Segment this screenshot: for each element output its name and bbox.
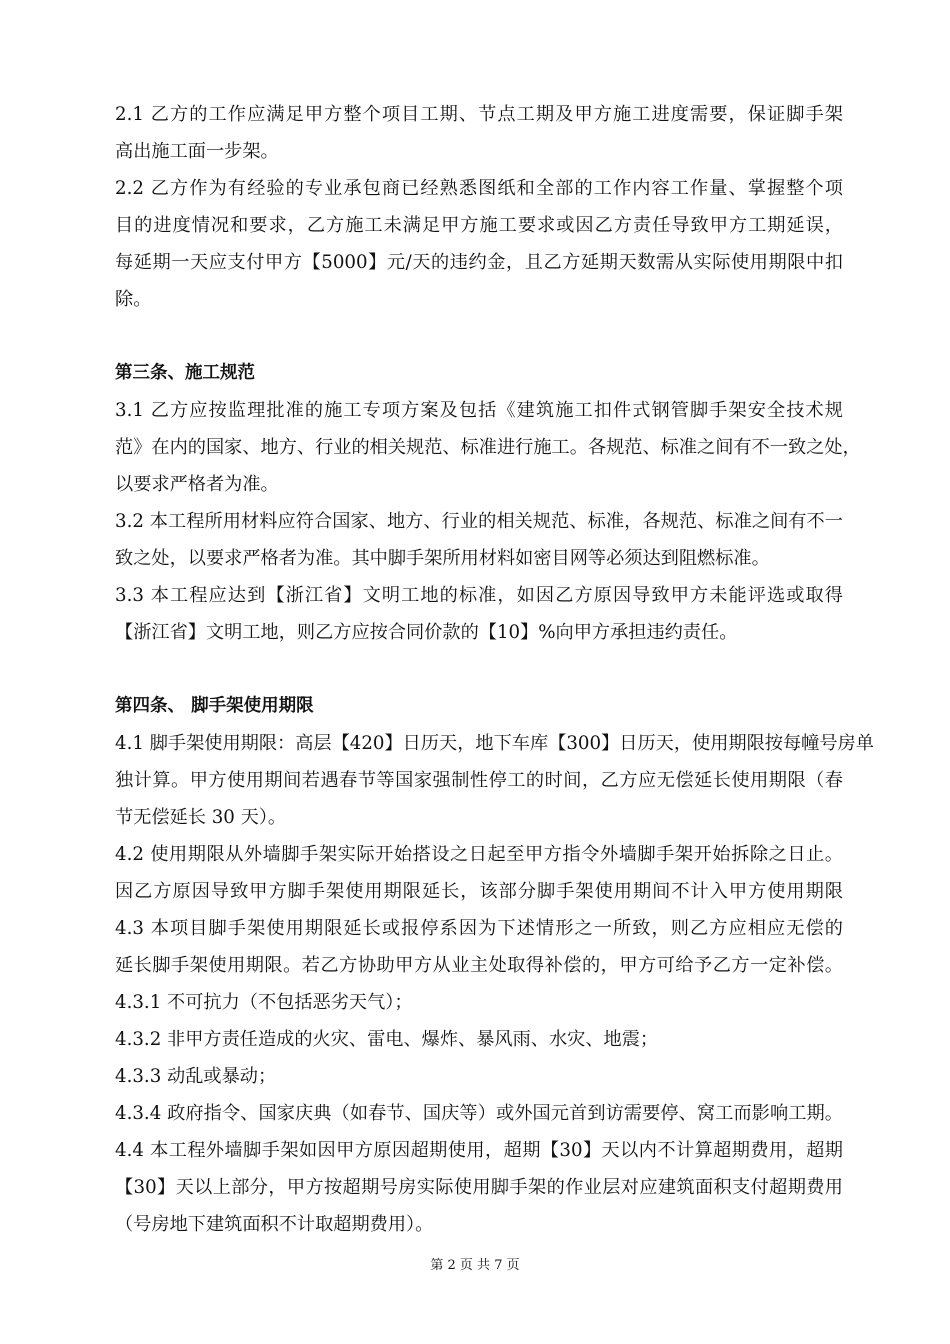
text-line: 每延期一天应支付甲方【5000】元/天的违约金，且乙方延期天数需从实际使用期限中扣: [115, 252, 843, 273]
text-line: 节无偿延长 30 天）。: [115, 807, 287, 828]
text-line: 3.3 本工程应达到【浙江省】文明工地的标准，如因乙方原因导致甲方未能评选或取得: [115, 585, 843, 606]
text-line: 因乙方原因导致甲方脚手架使用期限延长，该部分脚手架使用期间不计入甲方使用期限: [115, 881, 843, 902]
text-line: 以要求严格者为准。: [115, 474, 279, 495]
text-line: 3.2 本工程所用材料应符合国家、地方、行业的相关规范、标准，各规范、标准之间有不一: [115, 511, 843, 532]
text-line: 【浙江省】文明工地，则乙方应按合同价款的【10】%向甲方承担违约责任。: [115, 622, 738, 643]
page-footer: 第 2 页 共 7 页: [430, 1258, 520, 1273]
paragraph-gap: [115, 318, 843, 355]
paragraph-gap: [115, 651, 843, 688]
text-line: 4.3.3 动乱或暴动；: [115, 1066, 277, 1087]
text-line: 4.4 本工程外墙脚手架如因甲方原因超期使用，超期【30】天以内不计算超期费用，超期: [115, 1140, 843, 1161]
text-line: 3.1 乙方应按监理批准的施工专项方案及包括《建筑施工扣件式钢管脚手架安全技术规: [115, 400, 843, 421]
text-line: 致之处，以要求严格者为准。其中脚手架所用材料如密目网等必须达到阻燃标准。: [115, 548, 770, 569]
text-line: 2.2 乙方作为有经验的专业承包商已经熟悉图纸和全部的工作内容工作量、掌握整个项: [115, 178, 843, 199]
text-line: 4.3 本项目脚手架使用期限延长或报停系因为下述情形之一所致，则乙方应相应无偿的: [115, 918, 843, 939]
section-heading: 第三条、施工规范: [115, 363, 255, 383]
document-body: [115, 96, 874, 1243]
text-line: 【30】天以上部分，甲方按超期号房实际使用脚手架的作业层对应建筑面积支付超期费用: [115, 1177, 843, 1198]
text-line: 4.3.2 非甲方责任造成的火灾、雷电、爆炸、暴风雨、水灾、地震；: [115, 1029, 659, 1050]
text-line: （号房地下建筑面积不计取超期费用）。: [115, 1214, 434, 1235]
text-line: 独计算。甲方使用期间若遇春节等国家强制性停工的时间，乙方应无偿延长使用期限（春: [115, 770, 843, 791]
text-line: 4.3.1 不可抗力（不包括恶劣天气）；: [115, 992, 413, 1013]
text-line: 除。: [115, 289, 152, 310]
text-line: 范》在内的国家、地方、行业的相关规范、标准进行施工。各规范、标准之间有不一致之处，: [115, 437, 861, 458]
section-heading: 第四条、 脚手架使用期限: [115, 696, 314, 716]
text-line: 4.3.4 政府指令、国家庆典（如春节、国庆等）或外国元首到访需要停、窝工而影响工期。: [115, 1103, 843, 1124]
text-line: 高出施工面一步架。: [115, 141, 279, 162]
text-line: 延长脚手架使用期限。若乙方协助甲方从业主处取得补偿的，甲方可给予乙方一定补偿。: [115, 955, 843, 976]
text-line: 4.1 脚手架使用期限：高层【420】日历天，地下车库【300】日历天，使用期限按每幢号房单: [115, 733, 874, 754]
text-line: 2.1 乙方的工作应满足甲方整个项目工期、节点工期及甲方施工进度需要，保证脚手架: [115, 104, 843, 125]
text-line: 4.2 使用期限从外墙脚手架实际开始搭设之日起至甲方指令外墙脚手架开始拆除之日止。: [115, 844, 843, 865]
text-line: 目的进度情况和要求，乙方施工未满足甲方施工要求或因乙方责任导致甲方工期延误，: [115, 215, 843, 236]
